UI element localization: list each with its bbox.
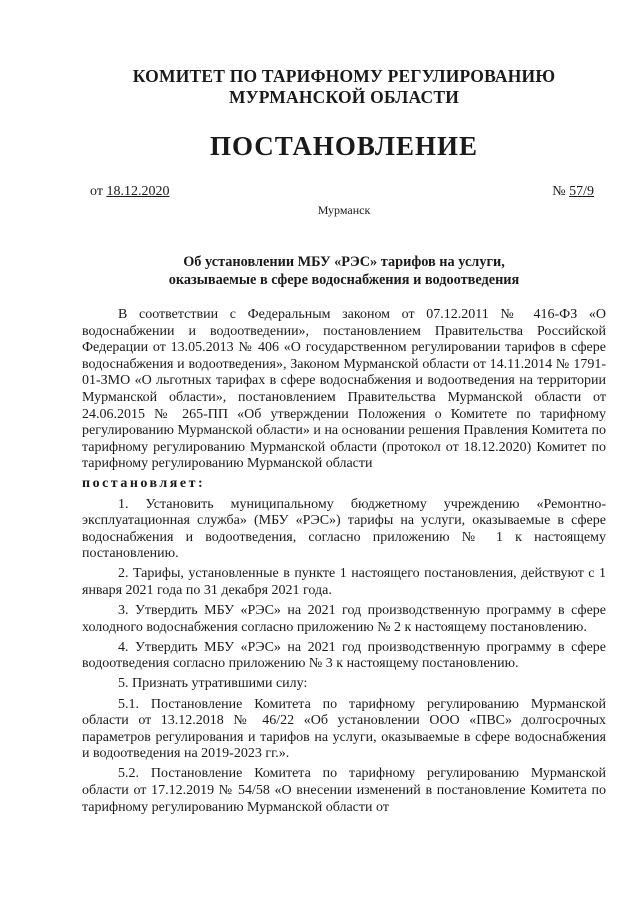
org-line-2: МУРМАНСКОЙ ОБЛАСТИ — [228, 87, 460, 107]
resolves-word: постановляет: — [82, 476, 206, 492]
item-5-2: 5.2. Постановление Комитета по тарифному регулированию Мурманской области от 17.12.2019 № 54/58 «О внесении изменений в постановление Комитета по тарифному регулированию Мурманской области от — [82, 766, 606, 815]
preamble-paragraph: В соответствии с Федеральным законом от 07.12.2011 № 416-ФЗ «О водоснабжении и водоотведении», постановлением Правительства Российской Федерации от 13.05.2013 № 406 «О государственном регулировании тарифов в сфере водоснабжения и водоотведения», Законом Мурманской области от 14.11.2014 № 1791-01-ЗМО «О льготных тарифах в сфере водоснабжения и водоотведения на территории Мурманской области», постановлением Правительства Мурманской области от 24.06.2015 № 265-ПП «Об утверждении Положения о Комитете по тарифному регулированию Мурманской области» и на основании решения Правления Комитета по тарифному регулированию Мурманской области (протокол от 18.12.2020) Комитет по тарифному регулированию Мурманской области — [82, 307, 606, 472]
item-3: 3. Утвердить МБУ «РЭС» на 2021 год производственную программу в сфере холодного водоснабжения согласно приложению № 2 к настоящему постановлению. — [82, 603, 606, 635]
document-city: Мурманск — [317, 203, 371, 217]
subject-line-1: Об установлении МБУ «РЭС» тарифов на услуги, — [183, 254, 505, 270]
item-5-1: 5.1. Постановление Комитета по тарифному регулированию Мурманской области от 13.12.2018 № 46/22 «Об установлении ООО «ПВС» долгосрочных параметров регулирования и тарифов на услуги, оказываемые в сфере водоснабжения и водоотведения на 2019-2023 гг.». — [82, 696, 606, 762]
org-line-1: КОМИТЕТ ПО ТАРИФНОМУ РЕГУЛИРОВАНИЮ — [132, 66, 556, 86]
resolves-clause — [82, 476, 606, 493]
document-number — [552, 184, 594, 200]
document-body — [82, 307, 606, 816]
item-2: 2. Тарифы, установленные в пункте 1 настоящего постановления, действуют с 1 января 2021 года по 31 декабря 2021 года. — [82, 566, 606, 598]
document-meta — [82, 184, 606, 206]
document-date — [90, 184, 169, 200]
number-value: 57/9 — [569, 184, 594, 199]
item-5: 5. Признать утратившими силу: — [118, 676, 308, 692]
document-subject — [82, 253, 606, 289]
subject-line-2: оказываемые в сфере водоснабжения и водоотведения — [168, 272, 520, 288]
item-1: 1. Установить муниципальному бюджетному учреждению «Ремонтно-эксплуатационная служба» (МБУ «РЭС») тарифы на услуги, оказываемые в сфере водоснабжения и водоотведения, согласно приложению № 1 к настоящему постановлению. — [82, 496, 606, 562]
number-prefix: № — [552, 184, 570, 199]
item-4: 4. Утвердить МБУ «РЭС» на 2021 год производственную программу в сфере водоотведения согласно приложению № 3 к настоящему постановлению. — [82, 639, 606, 672]
date-prefix: от — [90, 184, 107, 199]
document-type: ПОСТАНОВЛЕНИЕ — [209, 131, 479, 161]
issuing-authority — [82, 66, 606, 108]
date-value: 18.12.2020 — [106, 184, 170, 199]
